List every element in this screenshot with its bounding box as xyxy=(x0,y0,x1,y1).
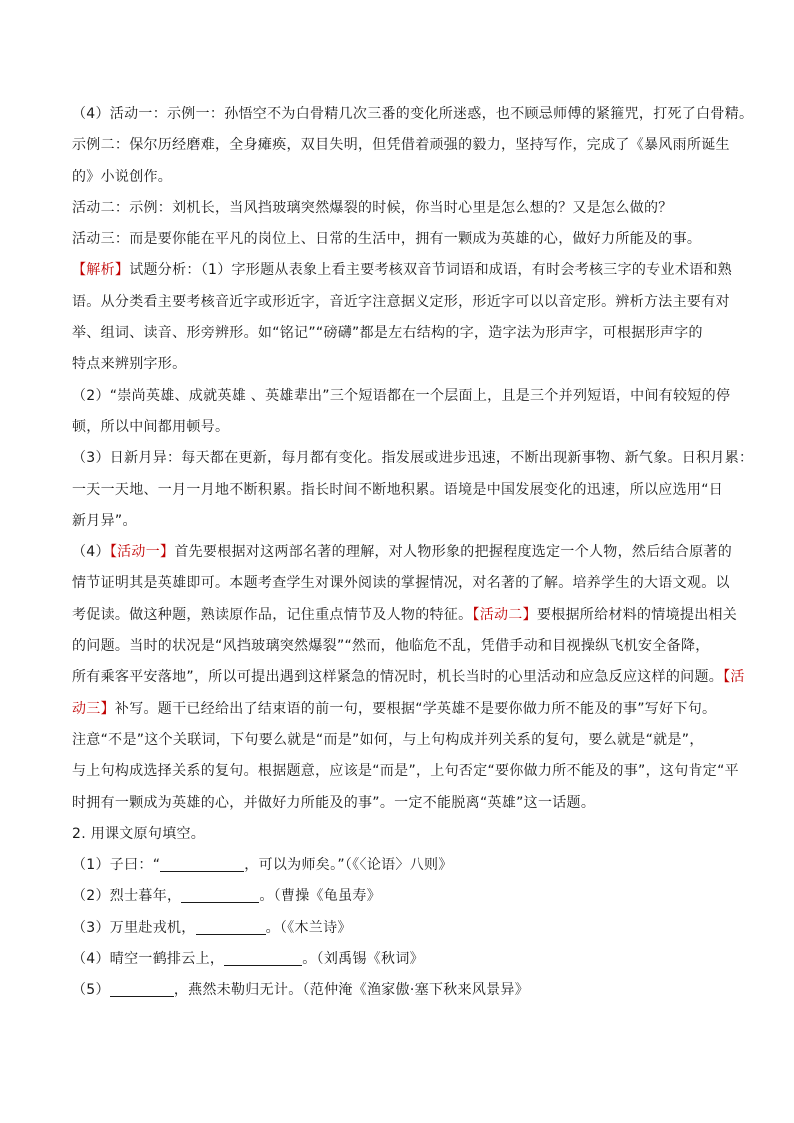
fill-item-suffix: 。（《木兰诗》 xyxy=(265,919,352,936)
fill-item-prefix: （5） xyxy=(72,982,110,999)
analysis-line-2: 语。从分类看主要考核音近字或形近字，音近字注意据义定形，形近字可以以音定形。辨析方法主要有对 xyxy=(72,293,730,310)
analysis-q4-text: 要根据所给材料的情境提出相关 xyxy=(536,606,738,623)
fill-blank-1[interactable] xyxy=(160,855,244,872)
answer-activity1-line1: （4）活动一：示例一：孙悟空不为白骨精几次三番的变化所迷惑，也不顾忌师傅的紧箍咒，打死了白骨精。 xyxy=(72,106,754,122)
fill-item-suffix: ，燕然未勒归无计。（范仲淹《渔家傲·塞下秋来风景异》 xyxy=(173,982,530,999)
fill-item-1 xyxy=(72,850,724,881)
activity3-tag-part1: 【活 xyxy=(723,669,745,686)
question-2-title: 2. 用课文原句填空。 xyxy=(72,825,206,842)
analysis-line-1 xyxy=(72,255,733,286)
answer-activity3: 活动三：而是要你能在平凡的岗位上、日常的生活中，拥有一颗成为英雄的心，做好力所能及的事。 xyxy=(72,231,702,248)
analysis-q2-line-1: （2）“崇尚英雄、成就英雄 、英雄辈出”三个短语都在一个层面上，且是三个并列短语，中间有较短的停 xyxy=(72,387,731,404)
analysis-tag: 【解析】 xyxy=(72,262,130,279)
fill-item-3 xyxy=(72,913,724,944)
analysis-q2-line-2: 顿，所以中间都用顿号。 xyxy=(72,418,230,435)
analysis-q3-line-3: 新月异”。 xyxy=(72,512,137,529)
analysis-q3-line-1: （3）日新月异：每天都在更新，每月都有变化。指发展或进步迅速，不断出现新事物、新气象。日积月累： xyxy=(72,450,754,467)
fill-item-prefix: （2）烈士暮年， xyxy=(72,888,182,905)
fill-item-prefix: （1）子曰：“ xyxy=(72,857,161,874)
analysis-q4-line-2: 情节证明其是英雄即可。本题考查学生对课外阅读的掌握情况，对名著的了解。培养学生的大语文观。以 xyxy=(72,575,730,592)
answer-activity1-line2: 示例二：保尔历经磨难，全身瘫痪，双目失明，但凭借着顽强的毅力，坚持写作，完成了《暴风雨所诞生 xyxy=(72,137,730,154)
analysis-q4-line-9: 时拥有一颗成为英雄的心，并做好力所能及的事”。一定不能脱离“英雄”这一话题。 xyxy=(72,794,596,811)
analysis-q4-line-7: 注意“不是”这个关联词，下句要么就是“而是”如何，与上句构成并列关系的复句，要么就是“就是”， xyxy=(72,731,704,748)
analysis-line-3: 举、组词、读音、形旁辨形。如“铭记”“磅礴”都是左右结构的字，造字法为形声字，可根据形声字的 xyxy=(72,325,703,342)
fill-item-prefix: （4）晴空一鹤排云上， xyxy=(72,951,225,968)
fill-item-suffix: 。（刘禹锡《秋词》 xyxy=(302,951,424,968)
fill-item-5 xyxy=(72,975,724,1006)
document-page xyxy=(72,99,754,1007)
analysis-line-4: 特点来辨别字形。 xyxy=(72,356,187,373)
activity3-tag-part2: 动三】 xyxy=(72,700,115,717)
analysis-text: 试题分析：（1）字形题从表象上看主要考核双音节词语和成语，有时会考核三字的专业术语和熟 xyxy=(129,262,733,279)
fill-blank-2[interactable] xyxy=(181,886,259,903)
analysis-q4-line-3 xyxy=(72,600,738,631)
fill-item-prefix: （3）万里赴戎机， xyxy=(72,919,196,936)
fill-item-suffix: ，可以为师矣。”（《〈论语〉八则》 xyxy=(244,857,453,874)
fill-item-2 xyxy=(72,881,724,912)
analysis-q4-line-4: 的问题。当时的状况是“风挡玻璃突然爆裂”“然而，他临危不乱，凭借手动和目视操纵飞机安全备降， xyxy=(72,638,710,655)
analysis-q4-text: 所有乘客平安落地”，所以可提出遇到这样紧急的情况时，机长当时的心里活动和应急反应这样的问题。 xyxy=(72,669,724,686)
analysis-q4-line-8: 与上句构成选择关系的复句。根据题意，应该是“而是”，上句否定“要你做力所不能及的事”，这句肯定“平 xyxy=(72,763,739,780)
analysis-q4-text: 补写。题干已经给出了结束语的前一句，要根据“学英雄不是要你做力所不能及的事”写好下句。 xyxy=(114,700,717,717)
analysis-q4-text: 考促读。做这种题，熟读原作品，记住重点情节及人物的特征。 xyxy=(72,606,473,623)
analysis-q4-text: 首先要根据对这两部名著的理解，对人物形象的把握程度选定一个人物，然后结合原著的 xyxy=(174,544,733,561)
activity2-tag: 【活动二】 xyxy=(472,606,537,623)
analysis-q4-line-6 xyxy=(72,694,724,725)
answer-activity2: 活动二：示例：刘机长，当风挡玻璃突然爆裂的时候，你当时心里是怎么想的？又是怎么做的？ xyxy=(72,199,673,216)
fill-blank-4[interactable] xyxy=(224,949,302,966)
fill-item-4 xyxy=(72,944,724,975)
answer-activity1-line3: 的》小说创作。 xyxy=(72,168,173,185)
activity1-tag: 【活动一】 xyxy=(109,544,175,561)
analysis-q4-line-1 xyxy=(72,537,733,568)
analysis-q4-line-5 xyxy=(72,662,745,693)
fill-blank-5[interactable] xyxy=(110,980,174,997)
analysis-q3-line-2: 一天一天地、一月一月地不断积累。指长时间不断地积累。语境是中国发展变化的迅速，所以应选用“日 xyxy=(72,481,724,498)
analysis-q4-number: （4） xyxy=(72,544,110,561)
fill-item-suffix: 。（曹操《龟虽寿》 xyxy=(259,888,382,905)
fill-blank-3[interactable] xyxy=(196,918,266,935)
